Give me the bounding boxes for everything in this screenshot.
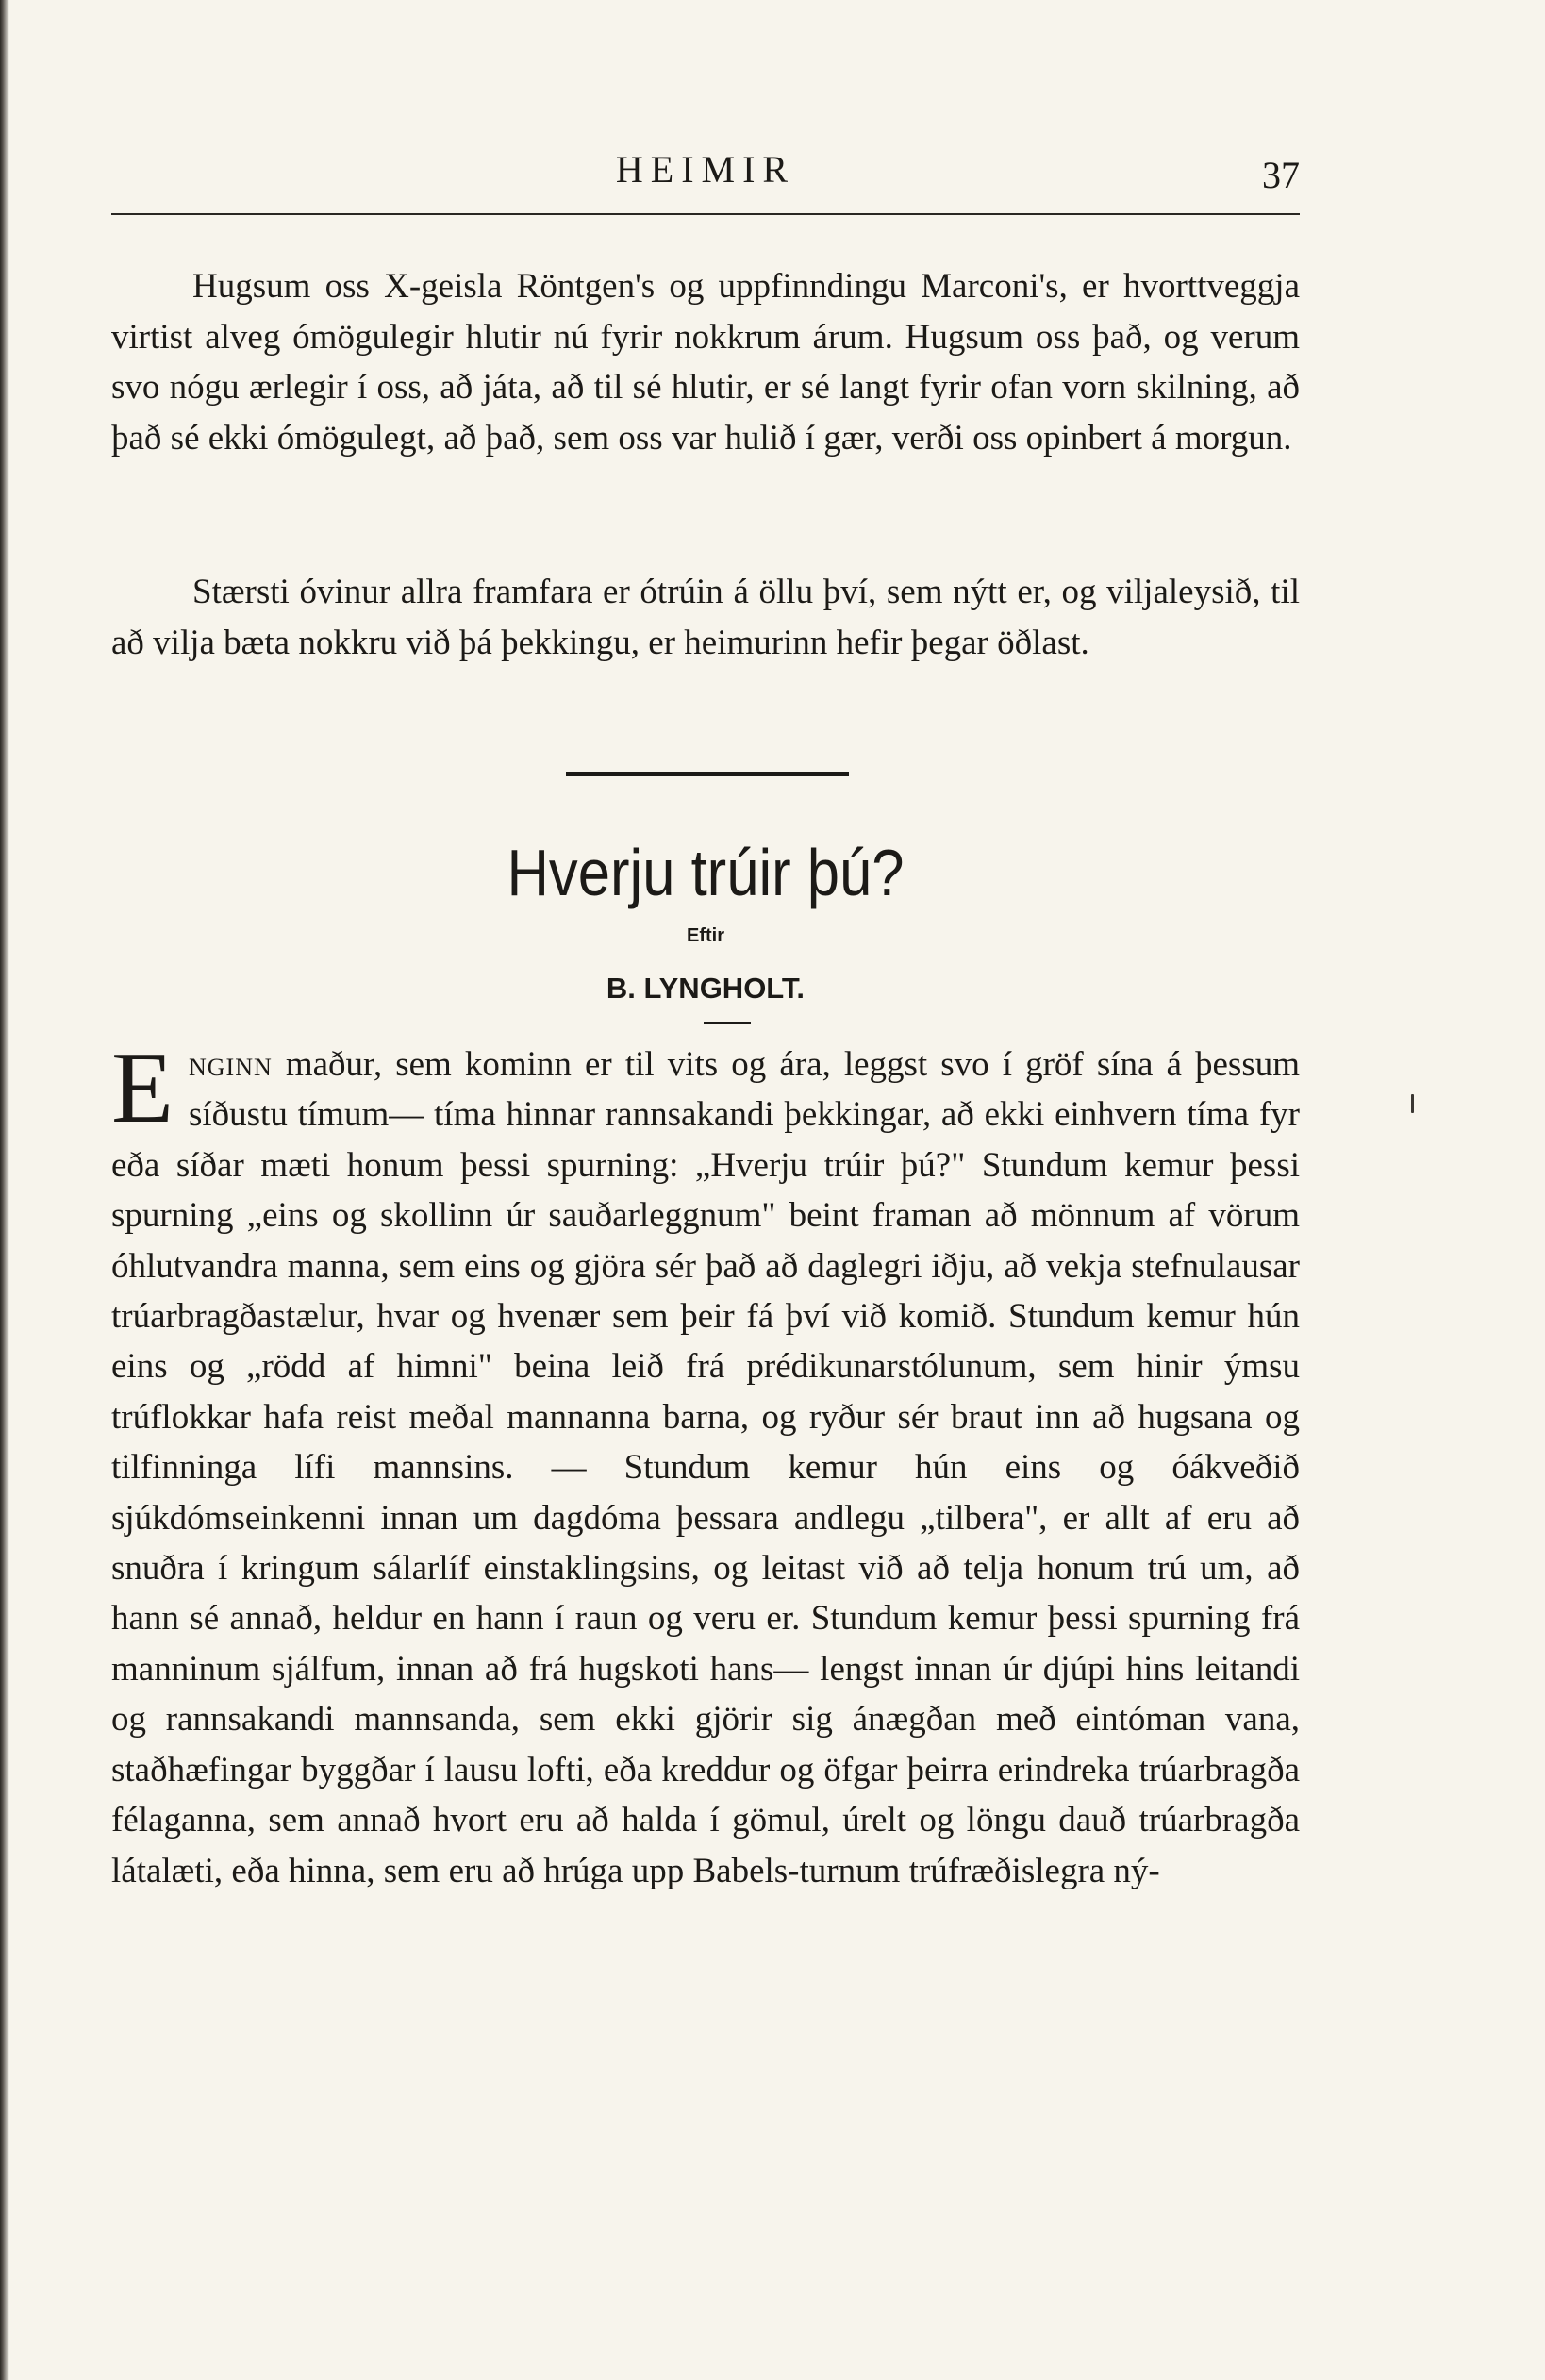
byline-label: Eftir: [687, 925, 724, 946]
margin-mark: [1411, 1094, 1414, 1113]
lead-in-small-caps: nginn: [188, 1045, 273, 1084]
page-header: [111, 141, 1300, 198]
section-divider: [566, 772, 849, 776]
article-body-text: maður, sem kominn er til vits og ára, leggst svo í gröf sína á þessum síðustu tímum— tíma hinnar rannsakandi þekkingar, að ekki einhvern tíma fyr eða síðar mæti honum þessi spurning: „Hverju trúir þú?" Stundum kemur þessi spurning „eins og skollinn úr sauðarleggnum" beint framan að mönnum af vörum óhlutvandra manna, sem eins og gjöra sér það að daglegri iðju, að vekja stefnulausar trúarbragðastælur, hvar og hvenær sem þeir fá því við komið. Stundum kemur hún eins og „rödd af himni" beina leið frá prédikunarstólunum, sem hinir ýmsu trúflokkar hafa reist meðal mannanna barna, og ryður sér braut inn að hugsana og tilfinninga lífi mannsins. — Stundum kemur hún eins og óákveðið sjúkdómseinkenni innan um dagdóma þessara andlegu „tilbera", er allt af eru að snuðra í kringum sálarlíf einstaklingsins, og leitast við að telja honum trú um, að hann sé annað, heldur en hann í raun og veru er. Stundum kemur þessi spurning frá manninum sjálfum, innan að frá hugskoti hans— lengst innan úr djúpi hins leitandi og rannsakandi mannsanda, sem ekki gjörir sig ánægðan með eintóman vana, staðhæfingar byggðar í lausu lofti, eða kreddur og öfgar þeirra erindreka trúarbragða félaganna, sem annað hvort eru að halda í gömul, úrelt og löngu dauð trúarbragða látalæti, eða hinna, sem eru að hrúga upp Babels-turnum trúfræðislegra ný-: [111, 1045, 1300, 1890]
author-rule: [704, 1022, 751, 1024]
article-author: B. LYNGHOLT.: [606, 972, 806, 1005]
article-title: Hverju trúir þú?: [507, 836, 905, 909]
header-rule: [111, 213, 1300, 215]
intro-paragraph-2: Stærsti óvinur allra framfara er ótrúin á öllu því, sem nýtt er, og viljaleysið, til að vilja bæta nokkru við þá þekkingu, er heimurinn hefir þegar öðlast.: [111, 573, 1300, 662]
page-binding-edge: [0, 0, 9, 2380]
page-number: 37: [1262, 154, 1300, 196]
article-body: [111, 1032, 1300, 1896]
drop-cap: E: [111, 1032, 174, 1144]
running-title: HEIMIR: [615, 148, 796, 191]
intro-paragraph-1: Hugsum oss X-geisla Röntgen's og uppfinndingu Marconi's, er hvorttveggja virtist alveg ómögulegir hlutir nú fyrir nokkrum árum. Hugsum oss það, og verum svo nógu ærlegir í oss, að játa, að til sé hlutir, er sé langt fyrir ofan vorn skilning, að það sé ekki ómögulegt, að það, sem oss var hulið í gær, verði oss opinbert á morgun.: [111, 267, 1300, 458]
